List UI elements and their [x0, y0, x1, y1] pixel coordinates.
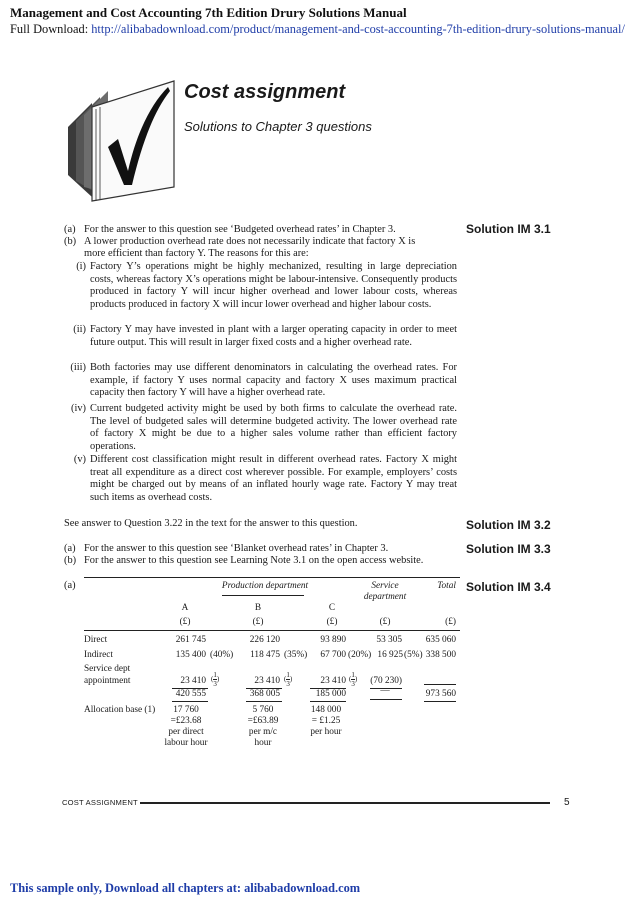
column-header: A [181, 603, 189, 613]
solution-label-3-2: Solution IM 3.2 [466, 518, 551, 532]
cell: = £1.25 [311, 716, 341, 726]
total-rule [424, 701, 456, 702]
fraction-numerator: 1 [286, 671, 290, 679]
download-line [10, 22, 625, 37]
unit-label: (£) [379, 617, 391, 627]
cell: 23 410 [180, 676, 206, 686]
solution-label-3-4: Solution IM 3.4 [466, 580, 551, 594]
group-header: Production department [221, 581, 309, 591]
fraction-denominator: 3 [286, 680, 290, 688]
cell: 973 560 [425, 689, 456, 699]
cell-percent: (35%) [284, 650, 308, 660]
cell: hour [254, 738, 272, 748]
service-header: department [363, 592, 407, 602]
document-title: Management and Cost Accounting 7th Edition Drury Solutions Manual [10, 5, 407, 20]
total-rule [370, 699, 402, 700]
cell-percent: (40%) [210, 650, 234, 660]
answer-text: For the answer to this question see ‘Blanket overhead rates’ in Chapter 3. [84, 543, 389, 554]
group-underline [222, 595, 304, 596]
running-footer: COST ASSIGNMENT [62, 798, 138, 807]
row-label: Indirect [84, 650, 113, 660]
page-number: 5 [564, 797, 570, 808]
solution-label-3-1: Solution IM 3.1 [466, 222, 551, 236]
cell: 23 410 [320, 676, 346, 686]
list-item: Factory Y’s operations might be highly mechanized, resulting in large depreciation costs, whereas factory X’s operations might be labour-intensive. Consequently products produced in factory Y will incur higher overhead and lower labour costs, whereas products produced in factory X will incur lower overhead and higher labour costs. [90, 261, 457, 310]
download-prefix: Full Download: [10, 22, 92, 36]
cell: 135 400 [175, 650, 206, 660]
cell-percent: (5%) [404, 650, 423, 660]
fraction: ( $\frac{1}{3}$ ) [349, 671, 358, 688]
list-item-number: (iv) [70, 403, 86, 414]
total-rule [246, 701, 282, 702]
total-header: Total [437, 581, 456, 591]
cell: 93 890 [320, 635, 346, 645]
cell-percent: (20%) [348, 650, 372, 660]
item-label: (a) [64, 543, 76, 554]
cell: 53 305 [376, 635, 402, 645]
unit-label: (£) [252, 617, 264, 627]
cell: per m/c [248, 727, 278, 737]
list-item-number: (i) [76, 261, 86, 272]
cell: 16 925 [377, 650, 403, 660]
item-label: (b) [64, 236, 77, 247]
cell: 368 005 [249, 689, 280, 699]
row-label: Service dept [84, 664, 131, 674]
cell: =£23.68 [170, 716, 202, 726]
cell: 635 060 [425, 635, 456, 645]
service-header: Service [371, 581, 399, 591]
column-header: C [328, 603, 336, 613]
cell: 67 700 [320, 650, 346, 660]
list-item: Different cost classification might result in different overhead rates. Factory X might treat all expenditure as a direct cost wherever possible. For example, employers’ costs might be charged out by means of an inflated hourly wage rate. Factory Y may treat such items as overhead costs. [90, 454, 457, 503]
answer-text: For the answer to this question see ‘Budgeted overhead rates’ in Chapter 3. [84, 224, 396, 235]
cell: per direct [168, 727, 204, 737]
cell: (70 230) [370, 676, 402, 686]
fraction-numerator: 1 [213, 671, 217, 679]
row-label: Allocation base (1) [84, 705, 156, 715]
chapter-title: Cost assignment [184, 81, 346, 103]
cell: 338 500 [425, 650, 456, 660]
fraction: ( $\frac{1}{3}$ ) [284, 671, 293, 688]
list-item-number: (ii) [73, 324, 86, 335]
download-link[interactable]: http://alibabadownload.com/product/management-and-cost-accounting-7th-edition-drury-solutions-manual/ [91, 22, 625, 36]
unit-label: (£) [445, 617, 456, 627]
column-header: B [254, 603, 262, 613]
footer-rule [140, 802, 550, 804]
header-rule [84, 630, 460, 631]
cell: 261 745 [175, 635, 206, 645]
answer-text: For the answer to this question see Learning Note 3.1 on the open access website. [84, 555, 424, 566]
table-top-rule [84, 577, 460, 578]
answer-text: See answer to Question 3.22 in the text for the answer to this question. [64, 518, 358, 529]
download-notice[interactable]: This sample only, Download all chapters at: alibabadownload.com [10, 881, 361, 895]
cell: 226 120 [249, 635, 280, 645]
list-item-number: (v) [73, 454, 86, 465]
checkmark-paper-stack-icon [62, 75, 178, 205]
total-rule [310, 701, 346, 702]
row-label: appointment [84, 676, 131, 686]
cell: 23 410 [254, 676, 280, 686]
row-label: Direct [84, 635, 108, 645]
cell: 5 760 [252, 705, 274, 715]
cell: 118 475 [250, 650, 280, 660]
chapter-subtitle: Solutions to Chapter 3 questions [184, 119, 372, 134]
cell: 17 760 [173, 705, 199, 715]
cell: 185 000 [315, 689, 346, 699]
cell: per hour [310, 727, 342, 737]
solution-label-3-3: Solution IM 3.3 [466, 542, 551, 556]
item-label: (a) [64, 580, 76, 591]
unit-label: (£) [326, 617, 338, 627]
item-label: (a) [64, 224, 76, 235]
fraction-numerator: 1 [351, 671, 355, 679]
cell: 148 000 [310, 705, 342, 715]
total-rule [172, 701, 208, 702]
cell: — [380, 686, 390, 696]
list-item: Factory Y may have invested in plant with a larger operating capacity in order to meet future output. This will result in larger fixed costs and a higher overhead rate. [90, 324, 457, 348]
fraction: ( $\frac{1}{3}$ ) [211, 671, 220, 688]
cell: =£63.89 [247, 716, 279, 726]
cell: 420 555 [175, 689, 206, 699]
answer-text: more efficient than factory Y. The reasons for this are: [84, 248, 309, 259]
unit-label: (£) [179, 617, 191, 627]
item-label: (b) [64, 555, 77, 566]
fraction-denominator: 3 [213, 680, 217, 688]
sum-rule [424, 684, 456, 685]
cell: labour hour [164, 738, 208, 748]
fraction-denominator: 3 [351, 680, 355, 688]
list-item-number: (iii) [70, 362, 86, 373]
list-item: Both factories may use different denominators in calculating the overhead rates. For example, if factory Y uses normal capacity and factory X uses maximum practical capacity then factory Y will have a higher overhead rate. [90, 362, 457, 398]
list-item: Current budgeted activity might be used by both firms to calculate the overhead rate. The level of budgeted sales will determine budgeted activity. The lower overhead rate of factory X might be due to a higher sales volume rather than efficient factory operations. [90, 403, 457, 452]
answer-text: A lower production overhead rate does not necessarily indicate that factory X is [84, 236, 416, 247]
